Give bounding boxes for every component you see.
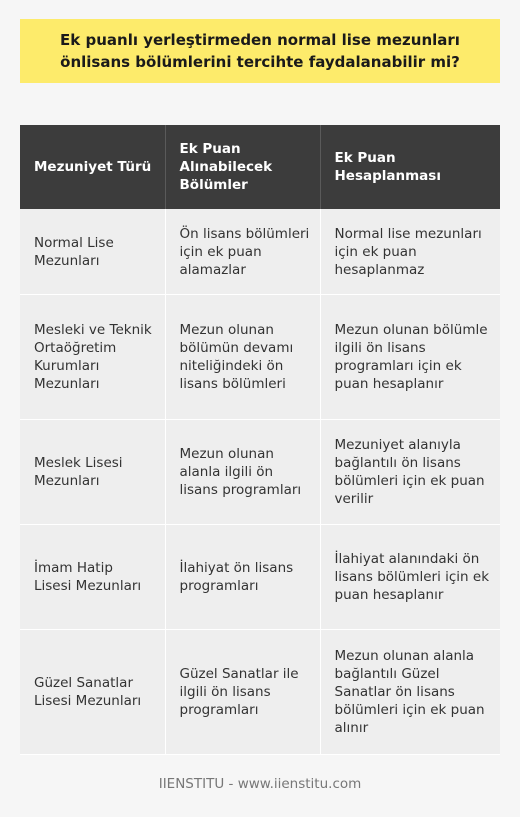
table-row	[20, 630, 500, 755]
table-cell: Normal lise mezunları için ek puan hesaplanmaz	[320, 209, 500, 295]
table-cell: Mesleki ve Teknik Ortaöğretim Kurumları Mezunları	[20, 295, 165, 420]
table-row	[20, 209, 500, 295]
title-banner	[20, 19, 500, 83]
table-cell: İlahiyat ön lisans programları	[165, 525, 320, 630]
table-cell: Ön lisans bölümleri için ek puan alamazlar	[165, 209, 320, 295]
column-header-eligible-programs: Ek Puan Alınabilecek Bölümler	[165, 125, 320, 209]
footer-credit: IIENSTITU - www.iienstitu.com	[158, 776, 362, 792]
comparison-table	[20, 125, 500, 755]
table-cell: İmam Hatip Lisesi Mezunları	[20, 525, 165, 630]
table-cell: Mezun olunan alanla ilgili ön lisans programları	[165, 420, 320, 525]
table-cell: Meslek Lisesi Mezunları	[20, 420, 165, 525]
page-title: Ek puanlı yerleştirmeden normal lise mezunları önlisans bölümlerini tercihte faydalanabilir mi?	[60, 31, 460, 71]
table-cell: Mezun olunan alanla bağlantılı Güzel Sanatlar ön lisans bölümleri için ek puan alınır	[320, 630, 500, 755]
table-cell: Normal Lise Mezunları	[20, 209, 165, 295]
table-cell: Mezun olunan bölümle ilgili ön lisans programları için ek puan hesaplanır	[320, 295, 500, 420]
column-header-bonus-calculation: Ek Puan Hesaplanması	[320, 125, 500, 209]
table-cell: Mezun olunan bölümün devamı niteliğindeki ön lisans bölümleri	[165, 295, 320, 420]
column-header-graduation-type: Mezuniyet Türü	[20, 125, 165, 209]
table-cell: İlahiyat alanındaki ön lisans bölümleri için ek puan hesaplanır	[320, 525, 500, 630]
table-row	[20, 525, 500, 630]
table-header-row	[20, 125, 500, 209]
table-cell: Güzel Sanatlar Lisesi Mezunları	[20, 630, 165, 755]
table-cell: Mezuniyet alanıyla bağlantılı ön lisans bölümleri için ek puan verilir	[320, 420, 500, 525]
table-row	[20, 295, 500, 420]
table-row	[20, 420, 500, 525]
table-cell: Güzel Sanatlar ile ilgili ön lisans programları	[165, 630, 320, 755]
